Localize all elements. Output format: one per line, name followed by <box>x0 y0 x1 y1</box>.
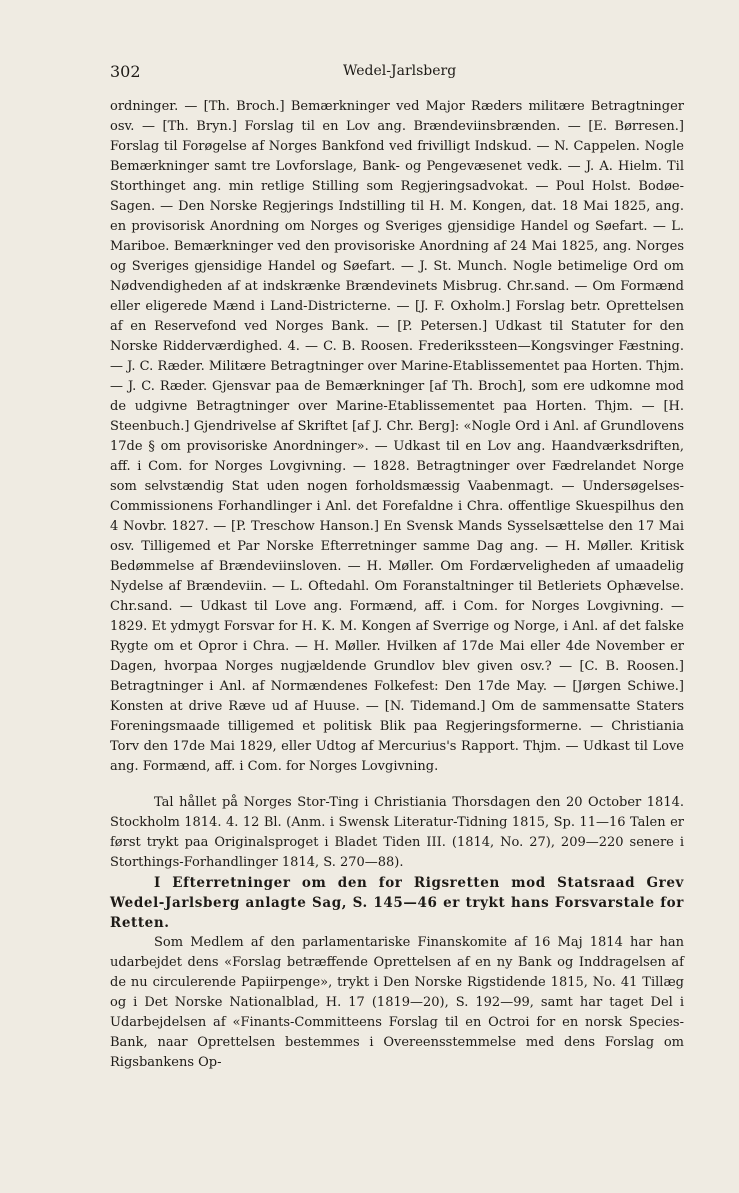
body-text <box>110 97 684 1073</box>
running-title: Wedel-Jarlsberg <box>343 63 457 79</box>
speech-paragraph: Tal hållet på Norges Stor-Ting i Christiania Thorsdagen den 20 October 1814. Stockholm 1814. 4. 12 Bl. (Anm. i Swensk Literatur-Tidning 1815, Sp. 11—16 Talen er først trykt paa Originalsproget i Bladet Tiden III. (1814, No. 27), 209—220 senere i Storthings-Forhandlinger 1814, S. 270—88). <box>110 795 684 870</box>
page-number: 302 <box>110 62 141 81</box>
running-head <box>110 62 654 84</box>
paragraph-gap <box>110 777 684 793</box>
fraktur-paragraph: I Efterretninger om den for Rigsretten mod Statsraad Grev Wedel-Jarlsberg anlagte Sag, S. 145—46 er trykt hans Forsvarstale for Retten. <box>110 875 684 931</box>
bibliography-paragraph: ordninger. — [Th. Broch.] Bemærkninger ved Major Ræders militære Betragtninger osv. — [Th. Bryn.] Forslag til en Lov ang. Brændeviinsbrænden. — [E. Børresen.] Forslag til Forøgelse af Norges Bankfond ved frivilligt Indskud. — N. Cappelen. Nogle Bemærkninger samt tre Lovforslage, Bank- og Pengevæsenet vedk. — J. A. Hielm. Til Storthinget ang. min retlige Stilling som Regjeringsadvokat. — Poul Holst. Bodøe-Sagen. — Den Norske Regjerings Indstilling til H. M. Kongen, dat. 18 Mai 1825, ang. en provisorisk Anordning om Norges og Sveriges gjensidige Handel og Søefart. — L. Mariboe. Bemærkninger ved den provisoriske Anordning af 24 Mai 1825, ang. Norges og Sveriges gjensidige Handel og Søefart. — J. St. Munch. Nogle betimelige Ord om Nødvendigheden af at indskrænke Brændevinets Misbrug. Chr.sand. — Om Formænd eller eligerede Mænd i Land-Districterne. — [J. F. Oxholm.] Forslag betr. Oprettelsen af en Reservefond ved Norges Bank. — [P. Petersen.] Udkast til Statuter for den Norske Ridderværdighed. 4. — C. B. Roosen. Frederikssteen—Kongsvinger Fæstning. — J. C. Ræder. Militære Betragtninger over Marine-Etablissementet paa Horten. Thjm. — J. C. Ræder. Gjensvar paa de Bemærkninger [af Th. Broch], som ere udkomne mod de udgivne Betragtninger over Marine-Etablissementet paa Horten. Thjm. — [H. Steenbuch.] Gjendrivelse af Skriftet [af J. Chr. Berg]: «Nogle Ord i Anl. af Grundlovens 17de § om provisoriske Anordninger». — Udkast til en Lov ang. Haandværksdriften, aff. i Com. for Norges Lovgivning. — 1828. Betragtninger over Fædrelandet Norge som selvstændig Stat uden nogen forholdsmæssig Vaabenmagt. — Undersøgelses-Commissionens Forhandlinger i Anl. det Forefaldne i Chra. offentlige Skuespilhus den 4 Novbr. 1827. — [P. Treschow Hanson.] En Svensk Mands Sysselsættelse den 17 Mai osv. Tilligemed et Par Norske Efterretninger samme Dag ang. — H. Møller. Kritisk Bedømmelse af Brændeviinsloven. — H. Møller. Om Fordærveligheden af umaadelig Nydelse af Brændeviin. — L. Oftedahl. Om Foranstaltninger til Betleriets Ophævelse. Chr.sand. — Udkast til Love ang. Formænd, aff. i Com. for Norges Lovgivning. — 1829. Et ydmygt Forsvar for H. K. M. Kongen af Sverrige og Norge, i Anl. af det falske Rygte om et Opror i Chra. — H. Møller. Hvilken af 17de Mai eller 4de November er Dagen, hvorpaa Norges nugjældende Grundlov blev given osv.? — [C. B. Roosen.] Betragtninger i Anl. af Normændenes Folkefest: Den 17de May. — [Jørgen Schiwe.] Konsten at drive Ræve ud af Huuse. — [N. Tidemand.] Om de sammensatte Staters Foreningsmaade tilligemed et politisk Blik paa Regjeringsformerne. — Christiania Torv den 17de Mai 1829, eller Udtog af Mercurius's Rapport. Thjm. — Udkast til Love ang. Formænd, aff. i Com. for Norges Lovgivning. <box>110 99 684 774</box>
committee-paragraph: Som Medlem af den parlamentariske Finanskomite af 16 Maj 1814 har han udarbejdet dens «Forslag betræffende Oprettelsen af en ny Bank og Inddragelsen af de nu circulerende Papiirpenge», trykt i Den Norske Rigstidende 1815, No. 41 Tillæg og i Det Norske Nationalblad, H. 17 (1819—20), S. 192—99, samt har taget Del i Udarbejdelsen af «Finants-Committeens Forslag til en Octroi for en norsk Species-Bank, naar Oprettelsen bestemmes i Overeensstemmelse med dens Forslag om Rigsbankens Op- <box>110 935 684 1070</box>
